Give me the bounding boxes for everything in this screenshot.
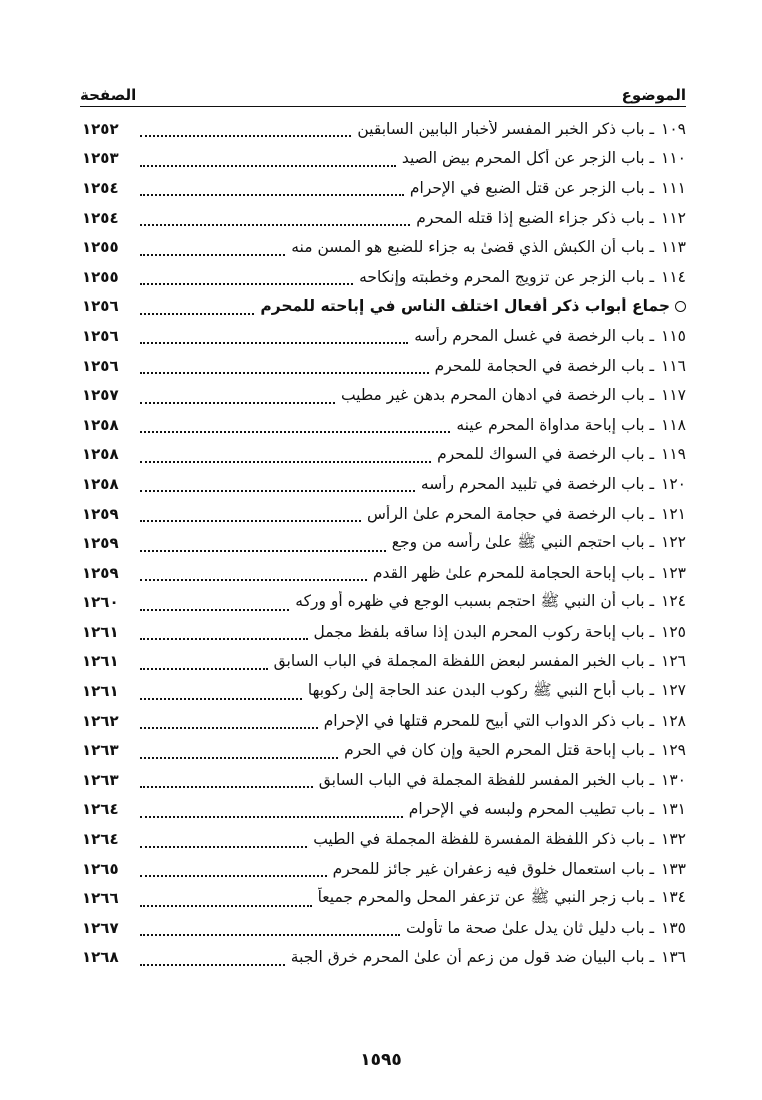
toc-entry [82,854,686,884]
toc-entry-page: ١٢٥٨ [82,445,119,464]
toc-entry-separator: ـ [644,591,660,610]
toc-entry-title [324,712,686,730]
dot-leader [140,209,410,226]
toc-entry-text: باب الخبر المفسر للفظة المجملة في الباب السابق [318,770,645,789]
dot-leader [140,771,313,788]
dot-leader [140,801,403,818]
toc-entry [82,410,686,440]
toc-entry-number: ١٢٥ [661,622,686,641]
toc-entry [82,588,686,618]
dot-leader [140,150,396,167]
toc-entry-text: باب إباحة مداواة المحرم عينه [456,415,645,434]
toc-entry-title [402,149,686,167]
toc-entry-text: باب الخبر المفسر لبعض اللفظة المجملة في الباب السابق [273,652,645,671]
toc-entry-separator: ـ [644,445,660,464]
dot-leader [140,298,254,315]
toc-entry-separator: ـ [644,830,660,849]
toc-entry-number: ١١٢ [661,208,686,227]
toc-entry-title [333,860,686,878]
toc-entry-separator: ـ [644,238,660,257]
toc-entry-page: ١٢٦٨ [82,948,119,967]
toc-entry-number: ١١٠ [661,149,686,168]
toc-entry [82,706,686,736]
toc-entry-separator: ـ [644,859,660,878]
dot-leader [140,712,318,729]
dot-leader [140,564,367,581]
toc-entry-page: ١٢٥٦ [82,297,119,316]
dot-leader [140,860,327,877]
dot-leader [140,357,429,374]
dot-leader [140,919,400,936]
toc-entry-separator: ـ [644,680,660,699]
toc-entry-page: ١٢٥٩ [82,504,119,523]
page-column-label: الصفحة [80,86,137,104]
toc-entry-text: باب أن النبي ﷺ احتجم بسبب الوجع في ظهره أو وركه [295,591,645,610]
toc-entry-text: باب ذكر الدواب التي أبيح للمحرم قتلها في الإحرام [323,711,645,730]
toc-entry-page: ١٢٥٤ [82,208,119,227]
toc-entry-separator: ـ [644,267,660,286]
toc-entry-title [456,416,686,434]
toc-entry-number: ١٢٢ [661,532,686,551]
toc-entry [82,321,686,351]
toc-entry-title [406,919,686,937]
toc-entry [82,558,686,588]
toc-entry-number: ١١٩ [661,445,686,464]
toc-entry-separator: ـ [644,415,660,434]
toc-entry-title [344,741,686,759]
dot-leader [140,179,404,196]
toc-entry-title [392,532,686,555]
toc-entry-number: ١٣١ [661,800,686,819]
toc-entry-number: ١٢١ [661,504,686,523]
toc-entry-separator: ـ [644,149,660,168]
toc-entry-page: ١٢٦٢ [82,711,119,730]
toc-entry-title [437,445,686,463]
toc-entry-page: ١٢٦١ [82,622,119,641]
toc-entry-title [359,268,686,286]
toc-entry-number: ١١٥ [661,326,686,345]
toc-entry [82,617,686,647]
toc-entry-text: باب ذكر الخبر المفسر لأخبار البابين السابقين [357,119,645,138]
toc-entry-title [274,652,686,670]
toc-entry-page: ١٢٥٩ [82,534,119,553]
toc-entry-number: ١١٧ [661,386,686,405]
toc-entry-title [260,297,686,315]
toc-entry-title [295,591,686,614]
toc-entry-text: باب الزجر عن أكل المحرم بيض الصيد [401,149,645,168]
toc-entry [82,676,686,706]
toc-entry-number: ١٣٢ [661,830,686,849]
toc-entry-title [314,623,686,641]
toc-entry [82,262,686,292]
topic-column-label: الموضوع [621,86,686,104]
table-of-contents [82,114,686,972]
toc-entry-title [373,564,686,582]
toc-entry [82,203,686,233]
toc-entry-separator: ـ [644,622,660,641]
toc-entry [82,114,686,144]
toc-entry-title [410,179,686,197]
toc-entry-number: ١٣٥ [661,918,686,937]
toc-entry-text: باب إباحة قتل المحرم الحية وإن كان في الحرم [344,741,645,760]
toc-entry-text: باب دليل ثانٍ يدل علىٰ صحة ما تأولت [406,918,645,937]
dot-leader [140,890,312,907]
toc-entry-text: باب إباحة ركوب المحرم البدن إذا ساقه بلفظ مجمل [313,622,645,641]
dot-leader [140,416,450,433]
toc-entry-page: ١٢٥٧ [82,386,119,405]
toc-entry-page: ١٢٦٧ [82,918,119,937]
toc-entry-separator: ـ [644,504,660,523]
toc-entry-separator: ـ [644,918,660,937]
toc-entry-text: باب الرخصة في الحجامة للمحرم [434,356,645,375]
toc-entry-title [291,238,686,256]
toc-entry [82,499,686,529]
toc-entry [82,380,686,410]
toc-entry-text: باب الرخصة في تلبيد المحرم رأسه [420,474,645,493]
toc-entry-number: ١٣٣ [661,859,686,878]
dot-leader [140,535,386,552]
toc-entry-number: ١٢٠ [661,474,686,493]
toc-entry-page: ١٢٦١ [82,682,119,701]
toc-entry [82,144,686,174]
toc-entry-page: ١٢٥٢ [82,119,119,138]
toc-entry [82,765,686,795]
toc-entry-separator: ـ [644,386,660,405]
dot-leader [140,742,338,759]
toc-entry-text: باب أباح النبي ﷺ ركوب البدن عند الحاجة إلىٰ ركوبها [307,680,645,699]
dot-leader [140,653,268,670]
toc-entry [82,440,686,470]
toc-entry-page: ١٢٥٩ [82,563,119,582]
toc-entry-page: ١٢٥٣ [82,149,119,168]
toc-entry-page: ١٢٦٣ [82,770,119,789]
toc-entry-page: ١٢٦١ [82,652,119,671]
toc-entry [82,824,686,854]
dot-leader [140,623,308,640]
toc-entry-separator: ـ [644,178,660,197]
toc-entry [82,232,686,262]
toc-entry-number: ١١٤ [661,267,686,286]
dot-leader [140,120,351,137]
toc-entry-separator: ـ [644,652,660,671]
dot-leader [140,831,307,848]
toc-entry-number: ١١٨ [661,415,686,434]
toc-entry-separator: ـ [644,208,660,227]
toc-header [80,74,686,107]
toc-entry-separator: ـ [644,770,660,789]
toc-entry-separator: ـ [644,563,660,582]
toc-entry-text: باب أن الكبش الذي قضىٰ به جزاء للضبع هو المسن منه [291,238,645,257]
toc-entry-text: باب الزجر عن تزويج المحرم وخطبته وإنكاحه [359,267,645,286]
toc-entry-number: ١١٦ [661,356,686,375]
toc-entry-page: ١٢٦٤ [82,830,119,849]
toc-entry-number: ١٢٨ [661,711,686,730]
toc-entry-page: ١٢٥٥ [82,238,119,257]
toc-entry [82,351,686,381]
toc-entry-number: ١٢٩ [661,741,686,760]
toc-entry-separator: ـ [644,532,660,551]
toc-entry [82,735,686,765]
dot-leader [140,239,285,256]
toc-entry-number: ١٢٤ [661,591,686,610]
toc-entry-page: ١٢٥٤ [82,178,119,197]
toc-entry-text: باب الرخصة في غسل المحرم رأسه [414,326,645,345]
dot-leader [140,505,361,522]
toc-entry-title [367,505,686,523]
toc-entry-title [357,120,686,138]
circle-bullet-icon [675,301,686,312]
toc-entry-separator: ـ [644,711,660,730]
dot-leader [140,446,431,463]
toc-entry-number: ١٣٠ [661,770,686,789]
dot-leader [140,949,285,966]
dot-leader [140,594,289,611]
toc-entry-text: باب ذكر جزاء الضبع إذا قتله المحرم [416,208,645,227]
toc-entry-text: باب إباحة الحجامة للمحرم علىٰ ظهر القدم [372,563,645,582]
toc-entry-text: باب الرخصة في السواك للمحرم [437,445,645,464]
toc-entry-title [341,386,686,404]
toc-entry [82,469,686,499]
toc-entry-separator: ـ [644,326,660,345]
toc-entry-number: ١٠٩ [661,119,686,138]
toc-entry-title [435,357,686,375]
toc-entry [82,528,686,558]
toc-entry-title [291,948,686,966]
toc-entry-page: ١٢٥٥ [82,267,119,286]
toc-entry-page: ١٢٥٦ [82,326,119,345]
toc-entry-title [421,475,686,493]
toc-entry-number: ١١٣ [661,238,686,257]
toc-entry-number: ١٢٣ [661,563,686,582]
toc-entry-text: باب زجر النبي ﷺ عن تزعفر المحل والمحرم جميعاً [317,887,645,906]
toc-entry-page: ١٢٥٦ [82,356,119,375]
toc-entry-text: باب استعمال خلوق فيه زعفران غير جائز للمحرم [332,859,645,878]
toc-entry-text: باب تطيب المحرم ولبسه في الإحرام [408,800,645,819]
toc-entry-number: ١٢٦ [661,652,686,671]
toc-entry [82,647,686,677]
toc-entry-text: جماع أبواب ذكر أفعال اختلف الناس في إباحته للمحرم [260,297,670,316]
toc-entry-title [416,209,686,227]
toc-entry [82,943,686,973]
toc-entry-text: باب ذكر اللفظة المفسرة للفظة المجملة في الطيب [313,830,645,849]
toc-entry-title [319,771,686,789]
toc-entry-title [414,327,686,345]
toc-entry [82,883,686,913]
toc-entry-page: ١٢٦٦ [82,889,119,908]
toc-entry-text: باب الرخصة في حجامة المحرم علىٰ الرأس [367,504,645,523]
toc-entry-number: ١٣٦ [661,948,686,967]
toc-entry-title [409,800,686,818]
toc-entry-text: باب الزجر عن قتل الضبع في الإحرام [409,178,645,197]
toc-entry-separator: ـ [644,356,660,375]
dot-leader [140,387,335,404]
toc-entry-text: باب البيان ضد قول من زعم أن علىٰ المحرم خرق الجبة [290,948,645,967]
toc-entry-separator: ـ [644,474,660,493]
dot-leader [140,475,415,492]
toc-entry [82,173,686,203]
dot-leader [140,268,353,285]
toc-entry-separator: ـ [644,948,660,967]
toc-entry-number: ١١١ [661,178,686,197]
toc-entry-page: ١٢٦٤ [82,800,119,819]
toc-entry-separator: ـ [644,800,660,819]
toc-entry-title [308,680,686,703]
toc-entry-number: ١٣٤ [661,887,686,906]
toc-entry-number: ١٢٧ [661,680,686,699]
toc-entry-text: باب الرخصة في ادهان المحرم بدهن غير مطيب [340,386,645,405]
toc-entry-page: ١٢٥٨ [82,415,119,434]
toc-entry-page: ١٢٦٠ [82,593,119,612]
page-number-footer: ١٥٩٥ [360,1050,402,1070]
dot-leader [140,327,408,344]
toc-entry-page: ١٢٥٨ [82,474,119,493]
toc-entry-separator: ـ [644,119,660,138]
toc-entry-page: ١٢٦٣ [82,741,119,760]
toc-entry-text: باب احتجم النبي ﷺ علىٰ رأسه من وجع [391,532,645,551]
toc-entry-page: ١٢٦٥ [82,859,119,878]
toc-entry [82,795,686,825]
toc-entry-separator: ـ [644,887,660,906]
toc-entry-separator: ـ [644,741,660,760]
dot-leader [140,683,302,700]
toc-entry-title [313,830,686,848]
toc-entry [82,913,686,943]
toc-section-heading [82,292,686,322]
toc-entry-title [318,887,686,910]
